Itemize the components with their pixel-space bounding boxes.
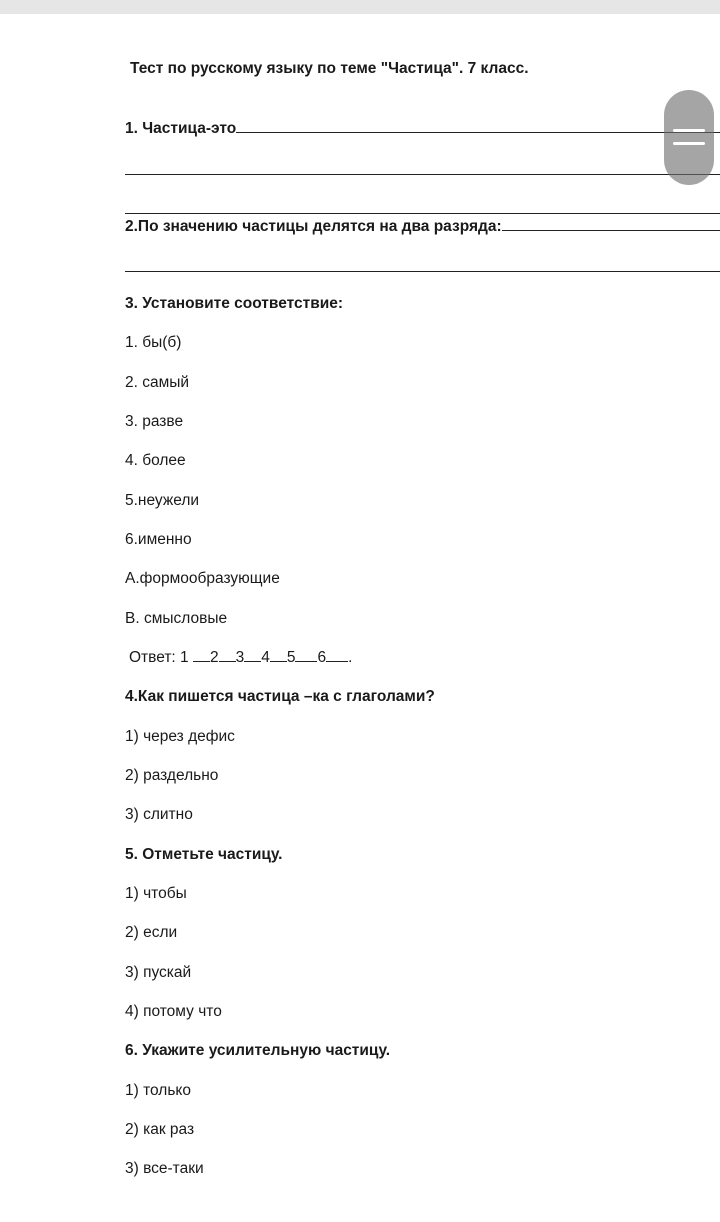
scroll-handle[interactable] <box>664 90 714 185</box>
question-6-label: 6. Укажите усилительную частицу. <box>125 1042 391 1059</box>
answer-blank <box>219 648 236 662</box>
list-item: 3. разве <box>125 413 184 430</box>
option-item: 3) все-таки <box>125 1160 204 1177</box>
option-item: 3) слитно <box>125 806 193 823</box>
question-1 <box>125 118 720 139</box>
question-5-label: 5. Отметьте частицу. <box>125 846 283 863</box>
question-2-label: 2.По значению частицы делятся на два разряда: <box>125 218 502 235</box>
answer-line <box>236 118 720 133</box>
list-item: 4. более <box>125 452 186 469</box>
list-item: 5.неужели <box>125 492 200 509</box>
option-item: 4) потому что <box>125 1003 222 1020</box>
option-item: 3) пускай <box>125 964 192 981</box>
category-item: В. смысловые <box>125 610 228 627</box>
list-item: 2. самый <box>125 374 190 391</box>
grip-line-icon <box>673 129 705 132</box>
question-4-label: 4.Как пишется частица –ка с глаголами? <box>125 688 435 705</box>
answer-line <box>125 213 720 214</box>
category-item: А.формообразующие <box>125 570 280 587</box>
answer-line <box>502 216 720 231</box>
answer-key: Ответ: 1 2 3 4 5 6 . <box>129 649 353 666</box>
answer-blank <box>295 648 317 662</box>
option-item: 1) чтобы <box>125 885 187 902</box>
option-item: 2) раздельно <box>125 767 219 784</box>
question-3-label: 3. Установите соответствие: <box>125 295 344 312</box>
list-item: 1. бы(б) <box>125 334 182 351</box>
option-item: 2) если <box>125 924 178 941</box>
grip-line-icon <box>673 142 705 145</box>
answer-blank <box>270 648 287 662</box>
option-item: 2) как раз <box>125 1121 195 1138</box>
question-1-label: 1. Частица-это <box>125 120 237 137</box>
answer-line <box>125 271 720 272</box>
document-title: Тест по русскому языку по теме "Частица". 7 класс. <box>130 60 529 77</box>
option-item: 1) только <box>125 1082 191 1099</box>
answer-blank <box>244 648 261 662</box>
answer-line <box>125 174 720 175</box>
option-item: 1) через дефис <box>125 728 235 745</box>
answer-blank <box>326 648 348 662</box>
answer-blank <box>193 648 210 662</box>
list-item: 6.именно <box>125 531 192 548</box>
question-2 <box>125 216 720 237</box>
